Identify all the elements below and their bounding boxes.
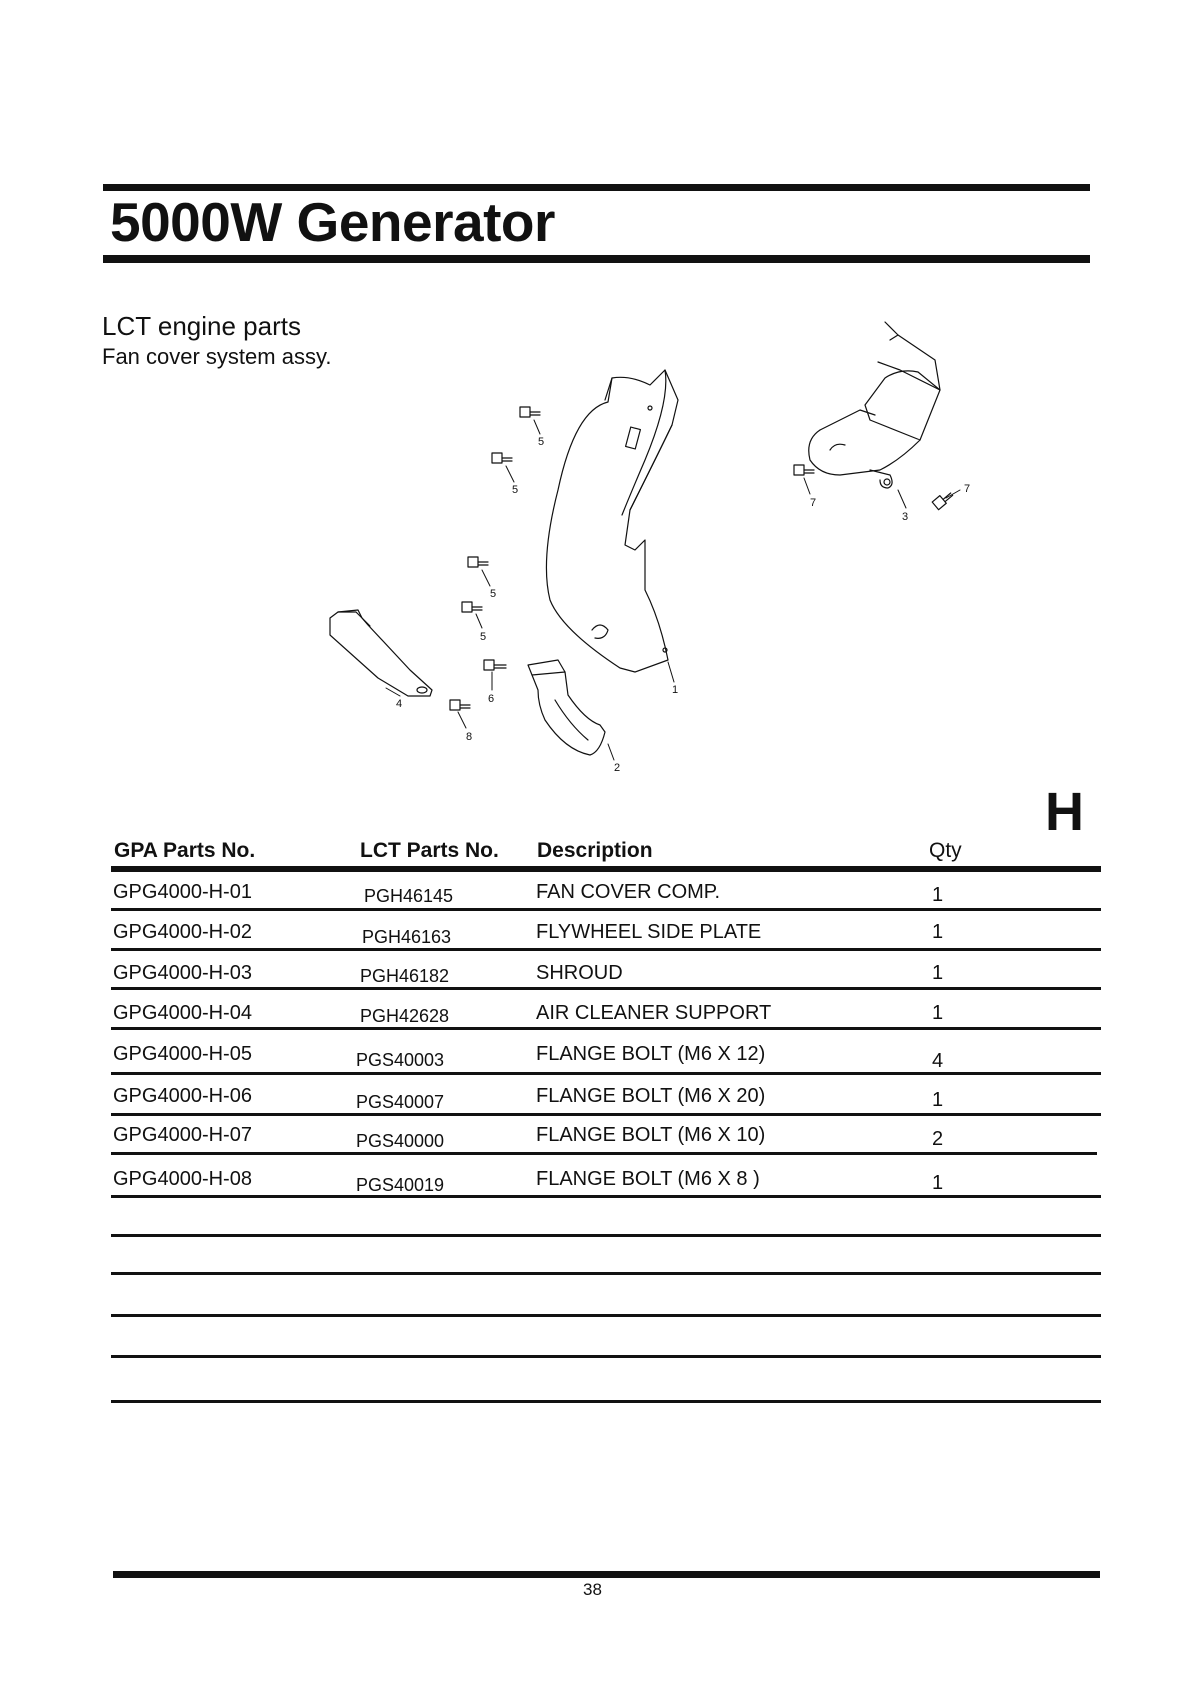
callout-label: 2 <box>614 762 621 774</box>
cell-qty: 1 <box>932 884 944 906</box>
column-header-qty: Qty <box>929 839 962 862</box>
cell-description: FLANGE BOLT (M6 X 12) <box>536 1043 766 1065</box>
callout-label: 5 <box>538 436 545 448</box>
cell-lct: PGH46163 <box>362 927 452 947</box>
air-cleaner-support-part-4 <box>330 610 432 696</box>
cell-qty: 1 <box>932 1089 944 1111</box>
cell-lct: PGS40003 <box>356 1050 445 1070</box>
cell-lct: PGS40007 <box>356 1092 445 1112</box>
cell-lct: PGH42628 <box>360 1006 450 1026</box>
cell-qty: 1 <box>932 962 944 984</box>
row-rule <box>111 948 1101 951</box>
title-bottom-rule <box>103 255 1090 263</box>
cell-qty: 2 <box>932 1128 944 1150</box>
cell-description: AIR CLEANER SUPPORT <box>536 1002 772 1024</box>
row-rule <box>111 1195 1101 1198</box>
section-subtitle: Fan cover system assy. <box>102 344 332 369</box>
column-header-lct: LCT Parts No. <box>360 839 499 862</box>
cell-gpa: GPG4000-H-08 <box>113 1168 252 1190</box>
callout-label: 1 <box>672 684 679 696</box>
cell-description: FLANGE BOLT (M6 X 8 ) <box>536 1168 760 1190</box>
cell-gpa: GPG4000-H-02 <box>113 921 252 943</box>
cell-description: SHROUD <box>536 962 623 984</box>
fan-cover-part-1 <box>546 370 678 672</box>
callout-label: 8 <box>466 731 473 743</box>
cell-lct: PGS40000 <box>356 1131 445 1151</box>
cell-gpa: GPG4000-H-06 <box>113 1085 252 1107</box>
callout-label: 3 <box>902 511 909 523</box>
cell-lct: PGH46145 <box>364 886 454 906</box>
callout-label: 5 <box>480 631 487 643</box>
row-rule <box>111 1072 1101 1075</box>
empty-row-rule <box>111 1355 1101 1358</box>
row-rule <box>111 908 1101 911</box>
cell-gpa: GPG4000-H-05 <box>113 1043 252 1065</box>
column-header-description: Description <box>537 839 653 862</box>
empty-row-rule <box>111 1314 1101 1317</box>
cell-lct: PGH46182 <box>360 966 450 986</box>
section-letter: H <box>1045 782 1084 842</box>
row-rule <box>111 1113 1101 1116</box>
empty-row-rule <box>111 1234 1101 1237</box>
callout-label: 7 <box>810 497 817 509</box>
callout-label: 5 <box>512 484 519 496</box>
cell-gpa: GPG4000-H-01 <box>113 881 252 903</box>
cell-description: FLYWHEEL SIDE PLATE <box>536 921 762 943</box>
page-title: 5000W Generator <box>110 191 555 253</box>
cell-qty: 4 <box>932 1050 944 1072</box>
footer-rule <box>113 1571 1100 1578</box>
cell-qty: 1 <box>932 921 944 943</box>
empty-row-rule <box>111 1400 1101 1403</box>
cell-gpa: GPG4000-H-03 <box>113 962 252 984</box>
exploded-parts-diagram <box>300 300 1000 790</box>
cell-lct: PGS40019 <box>356 1175 445 1195</box>
table-header-rule <box>111 866 1101 872</box>
cell-description: FLANGE BOLT (M6 X 20) <box>536 1085 766 1107</box>
column-header-gpa: GPA Parts No. <box>114 839 256 862</box>
section-title: LCT engine parts <box>102 311 301 341</box>
cell-gpa: GPG4000-H-07 <box>113 1124 252 1146</box>
callout-label: 7 <box>964 483 971 495</box>
row-rule <box>111 1027 1101 1030</box>
cell-gpa: GPG4000-H-04 <box>113 1002 252 1024</box>
cell-qty: 1 <box>932 1172 944 1194</box>
callout-label: 5 <box>490 588 497 600</box>
empty-row-rule <box>111 1272 1101 1275</box>
cell-qty: 1 <box>932 1002 944 1024</box>
row-rule <box>111 987 1101 990</box>
callout-label: 4 <box>396 698 403 710</box>
cell-description: FLANGE BOLT (M6 X 10) <box>536 1124 766 1146</box>
page-number: 38 <box>583 1580 602 1599</box>
callout-label: 6 <box>488 693 495 705</box>
row-rule <box>111 1152 1097 1155</box>
cell-description: FAN COVER COMP. <box>536 881 721 903</box>
shroud-part-3 <box>809 322 940 488</box>
flywheel-side-plate-part-2 <box>528 660 605 755</box>
